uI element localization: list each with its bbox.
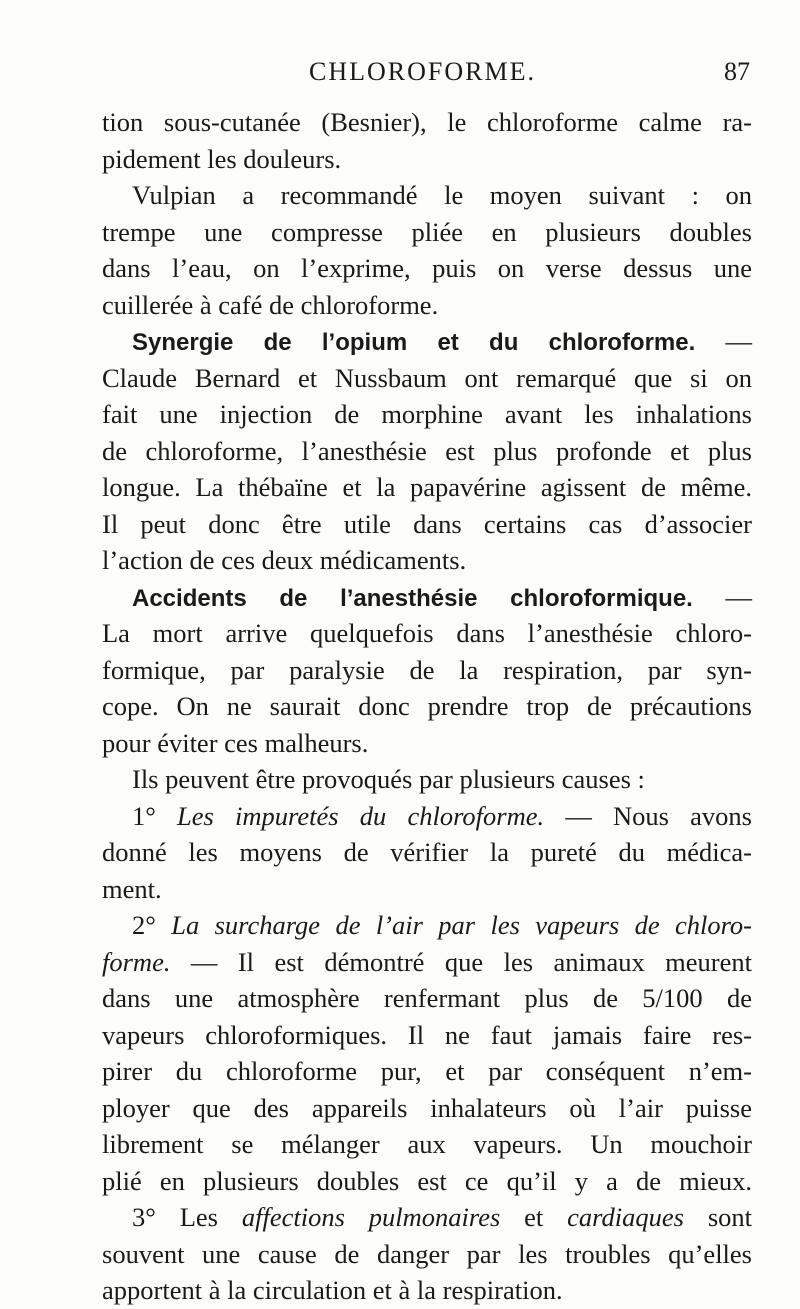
text-segment: souvent une cause de danger par les troubles qu’elles (102, 1238, 752, 1269)
text-segment: trempe une compresse pliée en plusieurs doubles (102, 216, 752, 247)
text-segment: Il peut donc être utile dans certains cas d’associer (102, 508, 752, 539)
text-segment: — (695, 326, 752, 356)
text-segment: pirer du chloroforme pur, et par conséquent n’em- (102, 1056, 752, 1086)
text-line (102, 1017, 752, 1054)
text-line (102, 834, 752, 871)
text-line (102, 1090, 752, 1127)
text-line (102, 396, 752, 433)
text-segment: — Il est démontré que les animaux meurent (170, 946, 752, 977)
text-line (102, 250, 752, 287)
text-segment: 1° (132, 800, 178, 831)
text-line (102, 287, 752, 324)
text-segment: tion sous-cutanée (Besnier), le chloroforme calme ra- (102, 107, 752, 137)
text-line (102, 1163, 752, 1200)
text-line (102, 798, 752, 835)
italic-text: affections pulmonaires (241, 1202, 501, 1232)
text-line (102, 1236, 752, 1273)
text-segment: Ils peuvent être provoqués par plusieurs causes : (132, 764, 645, 794)
text-segment: fait une injection de morphine avant les inhalations (102, 399, 752, 429)
page-number: 87 (724, 57, 750, 86)
text-segment: ployer que des appareils inhalateurs où l’air puisse (102, 1092, 752, 1123)
text-line (102, 871, 752, 908)
text-segment: dans une atmosphère renfermant plus de 5/100 de (102, 983, 752, 1013)
text-line (102, 141, 752, 178)
italic-text: cardiaques (567, 1202, 684, 1232)
text-segment: cope. On ne saurait donc prendre trop de précautions (102, 691, 752, 721)
text-line (102, 907, 752, 944)
text-line (102, 506, 752, 543)
body-text (102, 104, 752, 1309)
text-segment: 3° Les (132, 1202, 242, 1232)
text-segment: ment. (102, 873, 162, 904)
text-segment: pidement les douleurs. (102, 143, 342, 174)
text-line (102, 688, 752, 725)
section-heading: Accidents de l’anesthésie chloroformique. (132, 584, 693, 612)
text-segment: librement se mélanger aux vapeurs. Un mouchoir (102, 1129, 752, 1159)
text-line (102, 579, 752, 616)
text-segment: donné les moyens de vérifier la pureté du médica- (102, 837, 752, 867)
text-segment: apportent à la circulation et à la respiration. (102, 1275, 563, 1305)
italic-text: Les impuretés du chloroforme. (177, 800, 545, 831)
text-segment: l’action de ces deux médicaments. (102, 545, 467, 575)
text-line (102, 944, 752, 981)
text-segment: — (692, 581, 753, 612)
text-line (102, 1053, 752, 1090)
text-line (102, 104, 752, 141)
text-line (102, 1272, 752, 1309)
section-heading: Synergie de l’opium et du chloroforme. (132, 329, 696, 356)
italic-text: La surcharge de l’air par les vapeurs de chloro- (171, 910, 752, 940)
running-header (95, 52, 750, 92)
text-segment: et (500, 1202, 568, 1232)
text-line (102, 1126, 752, 1163)
text-segment: pour éviter ces malheurs. (102, 727, 369, 758)
text-line (102, 214, 752, 251)
text-segment: Vulpian a recommandé le moyen suivant : on (132, 180, 752, 210)
text-segment: dans l’eau, on l’exprime, puis on verse dessus une (102, 253, 752, 283)
italic-text: forme. (102, 946, 171, 977)
text-segment: sont (683, 1202, 753, 1232)
text-segment: longue. La thébaïne et la papavérine agissent de même. (102, 472, 752, 502)
text-segment: La mort arrive quelquefois dans l’anesthésie chloro- (102, 618, 752, 648)
text-line (102, 652, 752, 689)
text-line (102, 615, 752, 652)
text-segment: vapeurs chloroformiques. Il ne faut jamais faire res- (102, 1019, 752, 1050)
text-line (102, 725, 752, 762)
text-line (102, 542, 752, 579)
text-line (102, 360, 752, 397)
text-segment: formique, par paralysie de la respiration, par syn- (102, 654, 752, 685)
text-line (102, 323, 752, 360)
text-line (102, 469, 752, 506)
running-title: CHLOROFORME. (309, 57, 536, 86)
text-segment: cuillerée à café de chloroforme. (102, 289, 439, 320)
text-segment: de chloroforme, l’anesthésie est plus profonde et plus (102, 435, 752, 466)
text-line (102, 1199, 752, 1236)
text-line (102, 761, 752, 798)
text-segment: — Nous avons (544, 800, 752, 831)
text-segment: Claude Bernard et Nussbaum ont remarqué que si on (102, 362, 752, 393)
text-line (102, 177, 752, 214)
text-line (102, 433, 752, 470)
text-line (102, 980, 752, 1017)
text-segment: plié en plusieurs doubles est ce qu’il y a de mieux. (102, 1165, 752, 1196)
text-segment: 2° (132, 910, 172, 940)
